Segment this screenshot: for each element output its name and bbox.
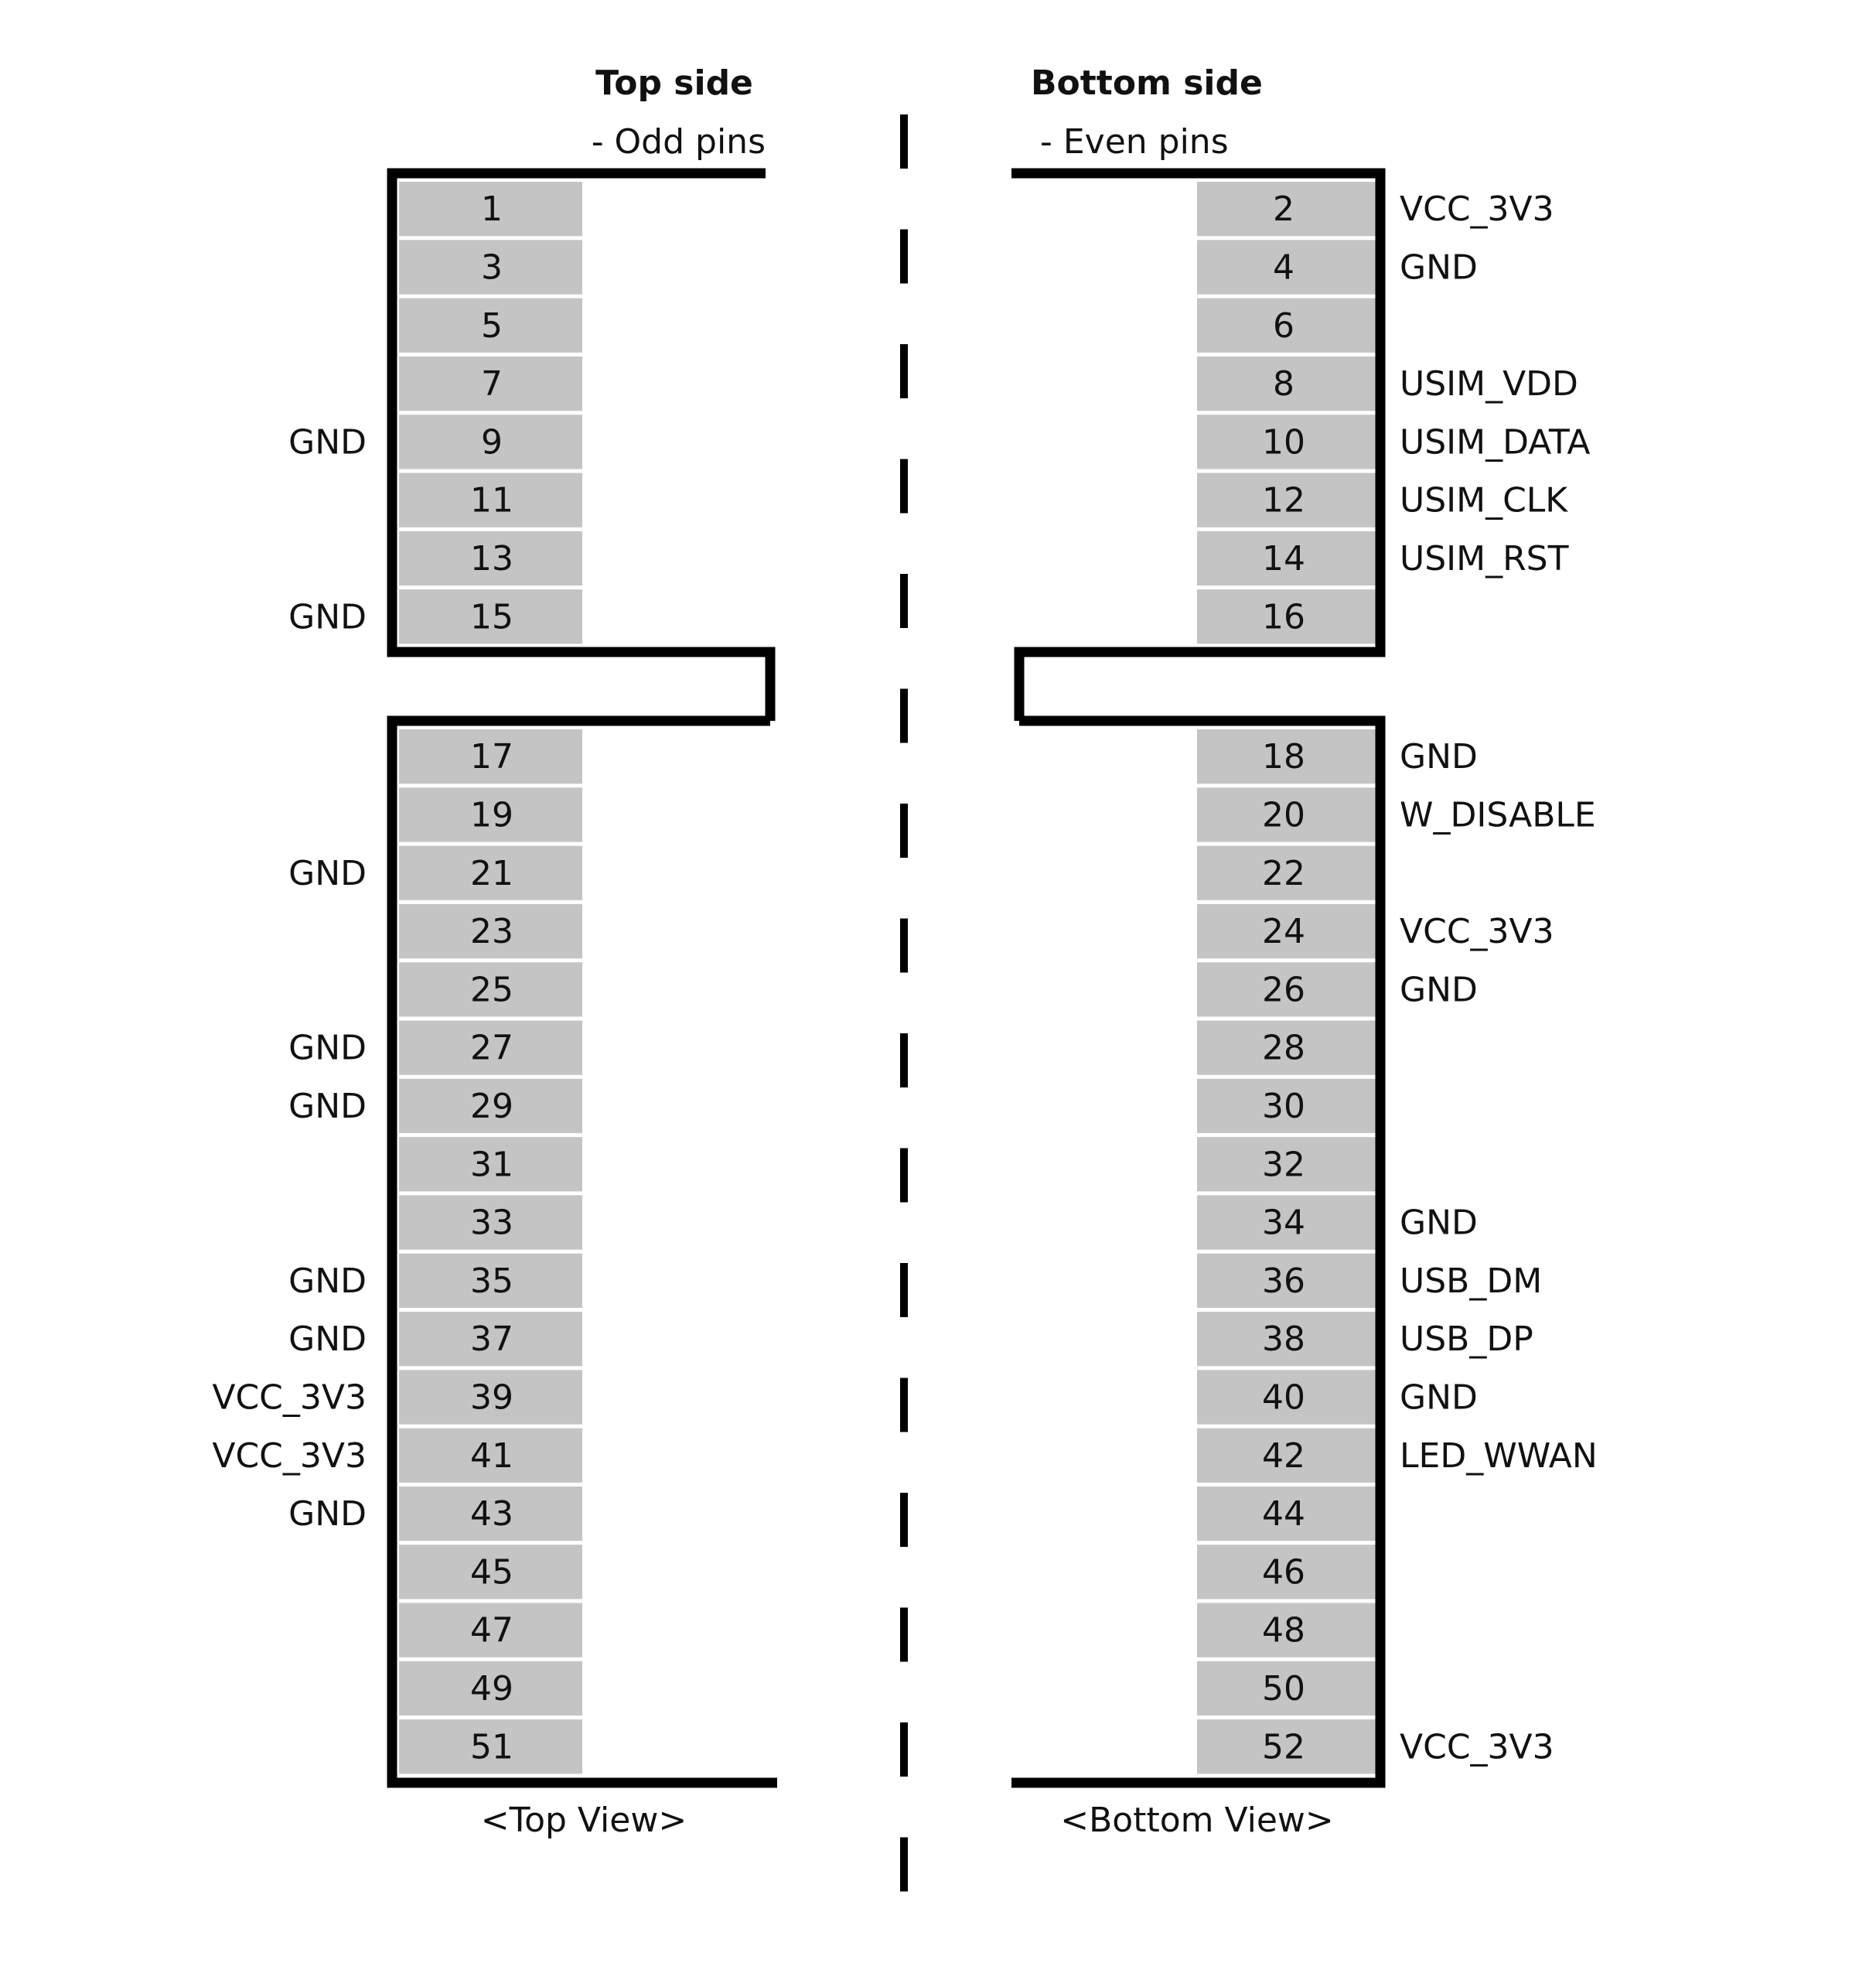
pin-signal-label: GND [288, 1319, 367, 1360]
pin-signal-label: GND [1400, 1377, 1478, 1418]
pin-number: 18 [1262, 737, 1305, 777]
pin-number: 47 [470, 1610, 513, 1651]
pin-number: 26 [1262, 970, 1305, 1010]
pin-number: 19 [470, 795, 513, 835]
pin-number: 17 [470, 737, 513, 777]
pin-number: 38 [1262, 1319, 1305, 1360]
pin-signal-label: VCC_3V3 [1400, 912, 1554, 952]
pin-signal-label: GND [1400, 737, 1478, 777]
pin-number: 33 [470, 1203, 513, 1243]
pin-number: 2 [1273, 189, 1294, 230]
pin-signal-label: GND [1400, 970, 1478, 1010]
pin-signal-label: GND [288, 1086, 367, 1126]
pin-number: 16 [1262, 597, 1305, 637]
pin-number: 34 [1262, 1203, 1305, 1243]
pin-number: 44 [1262, 1494, 1305, 1534]
pin-signal-label: GND [288, 853, 367, 893]
pin-number: 39 [470, 1377, 513, 1418]
divider-dash [900, 1263, 908, 1317]
pin-number: 11 [470, 480, 513, 521]
pin-signal-label: USIM_RST [1400, 538, 1569, 579]
pin-number: 22 [1262, 853, 1305, 893]
top-side-subheading: - Odd pins [591, 122, 766, 162]
pin-number: 8 [1273, 364, 1294, 405]
pin-signal-label: USB_DM [1400, 1261, 1543, 1301]
pin-number: 49 [470, 1668, 513, 1709]
pin-number: 13 [470, 538, 513, 579]
pin-number: 29 [470, 1086, 513, 1126]
top-side-pins [212, 182, 582, 1773]
divider-dash [900, 1493, 908, 1547]
divider-dash [900, 689, 908, 743]
divider-dash [900, 1608, 908, 1662]
pin-signal-label: USIM_DATA [1400, 422, 1591, 463]
pin-signal-label: VCC_3V3 [1400, 189, 1554, 230]
top-side-heading: Top side [595, 63, 753, 103]
pin-number: 28 [1262, 1028, 1305, 1068]
pin-signal-label: GND [1400, 1203, 1478, 1243]
pin-number: 30 [1262, 1086, 1305, 1126]
pin-signal-label: VCC_3V3 [212, 1436, 367, 1476]
top-view-label: <Top View> [480, 1801, 687, 1840]
divider-dash [900, 919, 908, 973]
pin-signal-label: GND [288, 1494, 367, 1534]
pin-signal-label: W_DISABLE [1400, 795, 1596, 835]
pin-number: 37 [470, 1319, 513, 1360]
divider-dash [900, 1378, 908, 1432]
pin-number: 23 [470, 912, 513, 952]
pin-signal-label: GND [288, 1261, 367, 1301]
bottom-side-heading: Bottom side [1031, 63, 1263, 103]
divider-dash [900, 1149, 908, 1203]
pin-signal-label: USB_DP [1400, 1319, 1533, 1360]
divider-dash [900, 344, 908, 398]
pin-number: 12 [1262, 480, 1305, 521]
pin-number: 52 [1262, 1727, 1305, 1767]
divider-dash [900, 459, 908, 514]
pin-number: 27 [470, 1028, 513, 1068]
pin-signal-label: GND [288, 597, 367, 637]
pin-number: 40 [1262, 1377, 1305, 1418]
divider-dash [900, 1838, 908, 1892]
bottom-side-pins [1197, 182, 1598, 1773]
divider-dash [900, 804, 908, 858]
divider-dash [900, 230, 908, 284]
pin-signal-label: GND [288, 422, 367, 463]
pin-signal-label: LED_WWAN [1400, 1436, 1598, 1476]
pin-number: 46 [1262, 1552, 1305, 1593]
pin-number: 21 [470, 853, 513, 893]
bottom-side-subheading: - Even pins [1040, 122, 1229, 162]
pin-signal-label: GND [1400, 248, 1478, 288]
divider-dash [900, 114, 908, 169]
divider-dash [900, 574, 908, 628]
pin-number: 7 [481, 364, 503, 405]
divider-dash [900, 1722, 908, 1777]
pin-signal-label: USIM_VDD [1400, 364, 1578, 405]
pin-number: 36 [1262, 1261, 1305, 1301]
pin-number: 1 [481, 189, 503, 230]
pin-number: 14 [1262, 538, 1305, 579]
pin-signal-label: VCC_3V3 [1400, 1727, 1554, 1767]
divider-dash [900, 1033, 908, 1087]
pin-number: 31 [470, 1145, 513, 1185]
pin-signal-label: VCC_3V3 [212, 1377, 367, 1418]
pin-number: 51 [470, 1727, 513, 1767]
pin-number: 25 [470, 970, 513, 1010]
pin-number: 48 [1262, 1610, 1305, 1651]
pin-number: 15 [470, 597, 513, 637]
pin-signal-label: GND [288, 1028, 367, 1068]
pin-number: 24 [1262, 912, 1305, 952]
pin-number: 41 [470, 1436, 513, 1476]
pin-number: 10 [1262, 422, 1305, 463]
pin-number: 42 [1262, 1436, 1305, 1476]
pin-number: 45 [470, 1552, 513, 1593]
pin-number: 20 [1262, 795, 1305, 835]
pin-number: 6 [1273, 306, 1294, 346]
pin-number: 35 [470, 1261, 513, 1301]
pin-signal-label: USIM_CLK [1400, 480, 1568, 521]
bottom-view-label: <Bottom View> [1060, 1801, 1334, 1840]
pin-number: 32 [1262, 1145, 1305, 1185]
pin-number: 3 [481, 248, 503, 288]
center-divider [900, 114, 908, 1892]
pin-number: 9 [481, 422, 503, 463]
pin-number: 5 [481, 306, 503, 346]
pin-number: 4 [1273, 248, 1294, 288]
pin-number: 50 [1262, 1668, 1305, 1709]
pin-number: 43 [470, 1494, 513, 1534]
